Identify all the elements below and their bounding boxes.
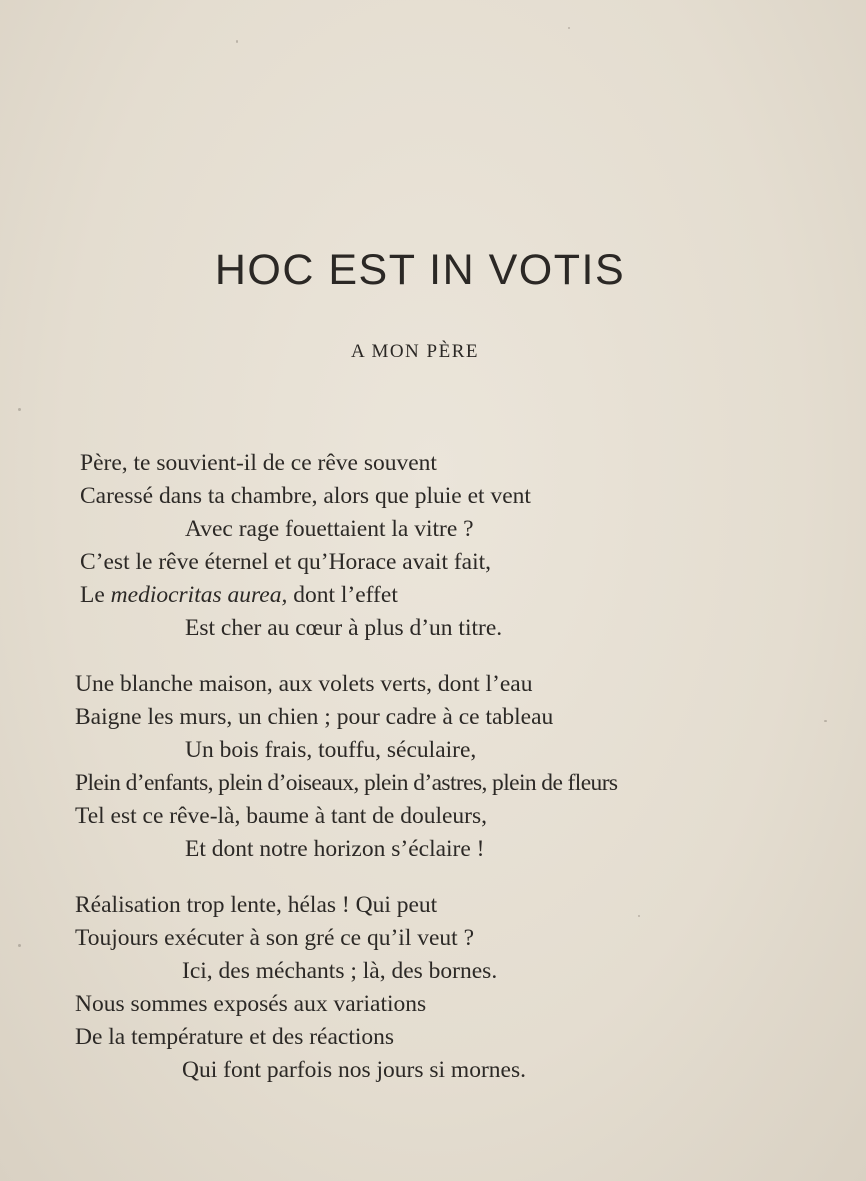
- verse-line-start: Le: [80, 582, 111, 608]
- verse-line: Tel est ce rêve-là, baume à tant de douleurs,: [75, 803, 488, 829]
- poem-body: [0, 447, 866, 1110]
- poem-dedication: A MON PÈRE: [351, 341, 479, 362]
- verse-line: C’est le rêve éternel et qu’Horace avait fait,: [80, 549, 492, 575]
- verse-line: [0, 579, 866, 612]
- paper-speck: [18, 408, 21, 411]
- verse-line: Qui font parfois nos jours si mornes.: [182, 1057, 526, 1083]
- verse-line: Plein d’enfants, plein d’oiseaux, plein d’astres, plein de fleurs: [75, 770, 618, 796]
- paper-speck: [236, 40, 238, 43]
- verse-line: Baigne les murs, un chien ; pour cadre à ce tableau: [75, 704, 554, 730]
- latin-phrase: mediocritas aurea,: [110, 582, 288, 608]
- verse-line: De la température et des réactions: [75, 1024, 395, 1050]
- verse-line: Père, te souvient-il de ce rêve souvent: [80, 450, 437, 476]
- stanza-3: [0, 889, 866, 1087]
- verse-line: Toujours exécuter à son gré ce qu’il veut ?: [75, 925, 475, 951]
- verse-line: Nous sommes exposés aux variations: [75, 991, 427, 1017]
- verse-line: Avec rage fouettaient la vitre ?: [185, 516, 474, 542]
- verse-line: Une blanche maison, aux volets verts, dont l’eau: [75, 671, 533, 697]
- poem-title: HOC EST IN VOTIS: [214, 246, 626, 294]
- verse-line: Réalisation trop lente, hélas ! Qui peut: [75, 892, 438, 918]
- verse-line: Et dont notre horizon s’éclaire !: [185, 836, 485, 862]
- verse-line: Caressé dans ta chambre, alors que pluie et vent: [80, 483, 531, 509]
- verse-line: Ici, des méchants ; là, des bornes.: [182, 958, 498, 984]
- stanza-2: [0, 668, 866, 866]
- verse-line: Est cher au cœur à plus d’un titre.: [185, 615, 503, 641]
- verse-line: Un bois frais, touffu, séculaire,: [185, 737, 477, 763]
- verse-line-end: dont l’effet: [287, 582, 398, 608]
- stanza-1: [0, 447, 866, 645]
- paper-speck: [568, 27, 570, 29]
